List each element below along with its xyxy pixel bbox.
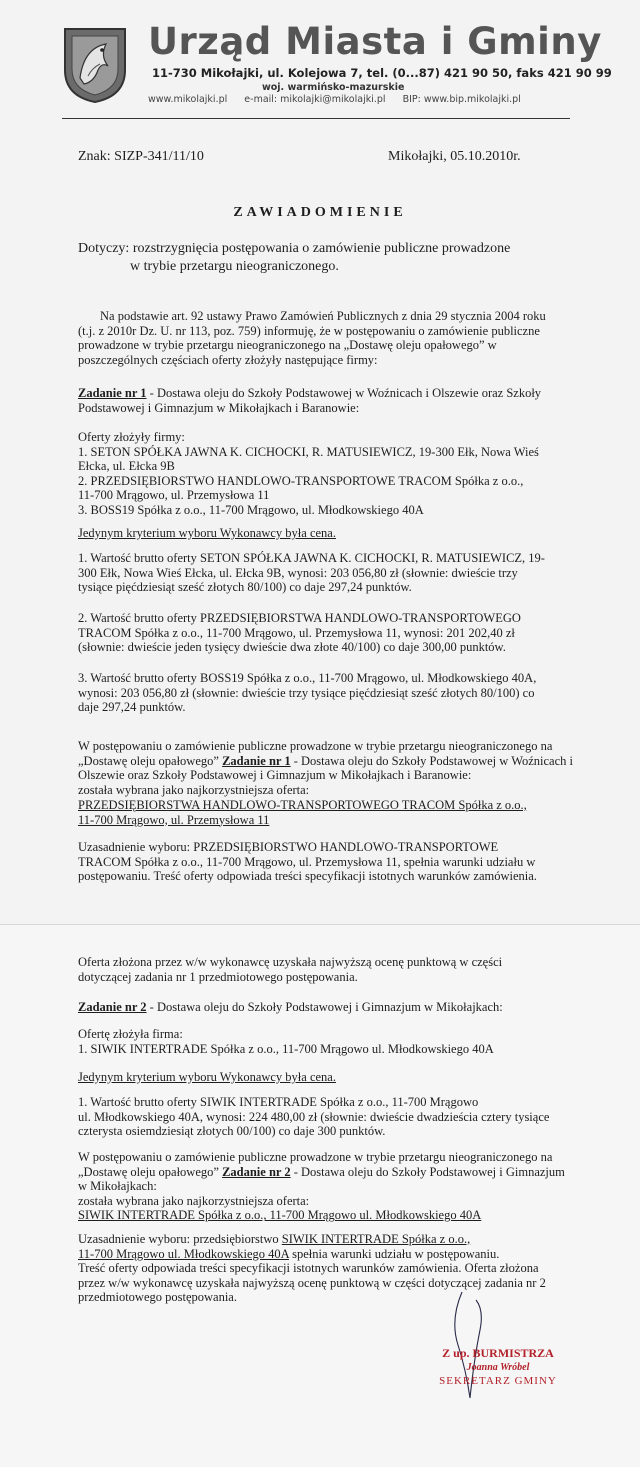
letterhead-divider xyxy=(62,118,570,119)
offer-line: 1. SIWIK INTERTRADE Spółka z o.o., 11-700 Mrągowo ul. Młodkowskiego 40A xyxy=(78,1041,494,1056)
task1-winner xyxy=(78,798,527,827)
text-line: Olszewie oraz Szkoły Podstawowej i Gimnazjum w Mikołajkach i Baranowie: xyxy=(78,768,472,783)
selection-text: „Dostawę oleju opałowego” xyxy=(78,1164,223,1179)
stamp-title: SEKRETARZ GMINY xyxy=(439,1375,557,1387)
document-heading: ZAWIADOMIENIE xyxy=(233,205,407,220)
task1-offers xyxy=(78,430,539,518)
task1-criterion: Jedynym kryterium wyboru Wykonawcy była cena. xyxy=(78,526,336,540)
text-line: Oferta złożona przez w/w wykonawcę uzyskała najwyższą ocenę punktową w części xyxy=(78,955,503,969)
task2-title xyxy=(78,1000,503,1015)
offers-header: Ofertę złożyła firma: xyxy=(78,1027,183,1041)
email-link: e-mail: mikolajki@mikolajki.pl xyxy=(244,94,386,105)
selection-text: - Dostawa oleju do Szkoły Podstawowej i Gimnazjum xyxy=(290,1164,565,1179)
text-line: 3. Wartość brutto oferty BOSS19 Spółka z o.o., 11-700 Mrągowo, ul. Młodkowskiego 40A, xyxy=(78,671,537,685)
task2-selection xyxy=(78,1150,565,1223)
task1-value-3 xyxy=(78,671,536,715)
office-contact xyxy=(148,94,535,105)
text-line: 11-700 Mrągowo, ul. Przemysłowa 11 xyxy=(78,812,270,827)
offers-header: Oferty złożyły firmy: xyxy=(78,430,185,444)
text-line: TRACOM Spółka z o.o., 11-700 Mrągowo, ul. Przemysłowa 11, spełnia warunki udziału w xyxy=(78,854,536,869)
text-line: Treść oferty odpowiada treści specyfikacji istotnych warunków zamówienia. Oferta złożona xyxy=(78,1261,539,1276)
selection-text: „Dostawę oleju opałowego” xyxy=(78,753,223,768)
text-line: PRZEDSIĘBIORSTWA HANDLOWO-TRANSPORTOWEGO TRACOM Spółka z o.o., xyxy=(78,798,527,812)
text-line: daje 297,24 punktów. xyxy=(78,700,186,715)
task2-label: Zadanie nr 2 xyxy=(78,1000,147,1014)
subject-line-2: w trybie przetargu nieograniczonego. xyxy=(130,259,339,274)
text-line xyxy=(78,1247,546,1262)
task1-label: Zadanie nr 1 xyxy=(78,386,147,400)
text-line: została wybrana jako najkorzystniejsza oferta: xyxy=(78,782,310,797)
text-line xyxy=(78,1165,565,1180)
text-line: dotyczącej zadania nr 1 przedmiotowego postępowania. xyxy=(78,969,358,984)
task1-selection xyxy=(78,739,573,797)
offer-line: 11-700 Mrągowo, ul. Przemysłowa 11 xyxy=(78,488,270,503)
official-stamp xyxy=(408,1290,588,1400)
office-address: 11-730 Mikołajki, ul. Kolejowa 7, tel. (0...87) 421 90 50, faks 421 90 99 xyxy=(152,66,612,80)
text-line: 1. Wartość brutto oferty SIWIK INTERTRADE Spółka z o.o., 11-700 Mrągowo xyxy=(78,1095,479,1109)
offer-line: Ełcka, ul. Ełcka 9B xyxy=(78,459,175,474)
text-line: Uzasadnienie wyboru: PRZEDSIĘBIORSTWO HANDLOWO-TRANSPORTOWE xyxy=(78,840,499,854)
reference-sign: Znak: SIZP-341/11/10 xyxy=(78,149,204,164)
intro-paragraph xyxy=(78,309,546,367)
task1-value-2 xyxy=(78,611,521,655)
task1-continuation xyxy=(78,955,502,984)
task2-offers xyxy=(78,1027,494,1056)
office-name: Urząd Miasta i Gminy xyxy=(148,20,602,63)
bip-link: BIP: www.bip.mikolajki.pl xyxy=(402,94,521,105)
place-date: Mikołajki, 05.10.2010r. xyxy=(388,149,521,164)
text-line: tysiące pięćdziesiąt sześć złotych 80/100) co daje 297,24 punktów. xyxy=(78,580,412,595)
task1-value-1 xyxy=(78,551,545,595)
offer-line: 1. SETON SPÓŁKA JAWNA K. CICHOCKI, R. MATUSIEWICZ, 19-300 Ełk, Nowa Wieś xyxy=(78,444,539,459)
text-line: 1. Wartość brutto oferty SETON SPÓŁKA JAWNA K. CICHOCKI, R. MATUSIEWICZ, 19- xyxy=(78,551,545,565)
selection-text: - Dostawa oleju do Szkoły Podstawowej w Woźnicach i xyxy=(290,753,574,768)
website-link: www.mikolajki.pl xyxy=(148,94,228,105)
text-line: czterysta osiemdziesiąt złotych 00/100) co daje 300 punktów. xyxy=(78,1124,386,1139)
task2-criterion: Jedynym kryterium wyboru Wykonawcy była cena. xyxy=(78,1070,336,1084)
text-line: W postępowaniu o zamówienie publiczne prowadzone w trybie przetargu nieograniczonego na xyxy=(78,1150,553,1164)
justification-firm: SIWIK INTERTRADE Spółka z o.o., xyxy=(281,1232,471,1246)
letterhead xyxy=(62,18,612,118)
text-line: wynosi: 203 056,80 zł (słownie: dwieście trzy tysiące pięćdziesiąt sześć złotych 80/100) co xyxy=(78,685,535,700)
text-line: przez w/w wykonawcę uzyskała najwyższą ocenę punktową w części dotyczącej zadania nr 2 xyxy=(78,1275,546,1290)
stamp-signature: Joanna Wróbel xyxy=(466,1362,530,1373)
text-line xyxy=(78,754,573,769)
text-line: ul. Młodkowskiego 40A, wynosi: 224 480,00 zł (słownie: dwieście dwadzieścia cztery tysiące xyxy=(78,1109,550,1124)
text-line: poszczególnych częściach oferty złożyły następujące firmy: xyxy=(78,352,378,367)
justification-firm: 11-700 Mrągowo ul. Młodkowskiego 40A xyxy=(78,1246,289,1261)
offer-line: 2. PRZEDSIĘBIORSTWO HANDLOWO-TRANSPORTOWE TRACOM Spółka z o.o., xyxy=(78,473,524,488)
text-line: 300 Ełk, Nowa Wieś Ełcka, ul. Ełcka 9B, wynosi: 203 056,80 zł (słownie: dwieście trzy xyxy=(78,565,518,580)
text-line: (t.j. z 2010r Dz. U. nr 113, poz. 759) informuję, że w postępowaniu o zamówienie publiczne xyxy=(78,323,540,338)
task2-title-text: - Dostawa oleju do Szkoły Podstawowej i Gimnazjum w Mikołajkach: xyxy=(146,1000,503,1014)
text-line: Podstawowej i Gimnazjum w Mikołajkach i Baranowie: xyxy=(78,400,360,415)
task1-title xyxy=(78,386,541,415)
text-line xyxy=(78,386,541,401)
text-line: TRACOM Spółka z o.o., 11-700 Mrągowo, ul. Przemysłowa 11, wynosi: 201 202,40 zł xyxy=(78,625,515,640)
text-line: została wybrana jako najkorzystniejsza oferta: xyxy=(78,1193,310,1208)
justification-text: spełnia warunki udziału w postępowaniu. xyxy=(289,1246,500,1261)
offer-line: 3. BOSS19 Spółka z o.o., 11-700 Mrągowo, ul. Młodkowskiego 40A xyxy=(78,502,424,517)
text-line: W postępowaniu o zamówienie publiczne prowadzone w trybie przetargu nieograniczonego na xyxy=(78,739,553,753)
subject-line-1: Dotyczy: rozstrzygnięcia postępowania o zamówienie publiczne prowadzone xyxy=(78,241,511,256)
justification-text: Uzasadnienie wyboru: przedsiębiorstwo xyxy=(78,1232,282,1246)
task1-justification xyxy=(78,840,537,884)
coat-of-arms-icon xyxy=(62,26,128,104)
text-line: przedmiotowego postępowania. xyxy=(78,1290,237,1305)
text-line: Na podstawie art. 92 ustawy Prawo Zamówień Publicznych z dnia 29 stycznia 2004 roku xyxy=(100,309,546,323)
task2-winner: SIWIK INTERTRADE Spółka z o.o., 11-700 Mrągowo ul. Młodkowskiego 40A xyxy=(78,1208,482,1223)
task2-value-1 xyxy=(78,1095,549,1139)
task2-label: Zadanie nr 2 xyxy=(222,1164,291,1179)
stamp-authority: Z up. BURMISTRZA xyxy=(442,1346,554,1360)
text-line: (słownie: dwieście jeden tysięcy dwieście dwa złote 40/100) co daje 300,00 punktów. xyxy=(78,640,506,655)
text-line: 2. Wartość brutto oferty PRZEDSIĘBIORSTWA HANDLOWO-TRANSPORTOWEGO xyxy=(78,611,521,625)
task1-label: Zadanie nr 1 xyxy=(222,753,291,768)
text-line: w Mikołajkach: xyxy=(78,1179,157,1194)
text-line: postępowaniu. Treść oferty odpowiada treści specyfikacji istotnych warunków zamówienia. xyxy=(78,869,537,884)
text-line: prowadzone w trybie przetargu nieograniczonego na „Dostawę oleju opałowego” w xyxy=(78,338,497,353)
text-line xyxy=(78,1232,546,1247)
task1-title-text: - Dostawa oleju do Szkoły Podstawowej w Woźnicach i Olszewie oraz Szkoły xyxy=(146,386,542,400)
office-voivodeship: woj. warmińsko-mazurskie xyxy=(262,82,405,93)
